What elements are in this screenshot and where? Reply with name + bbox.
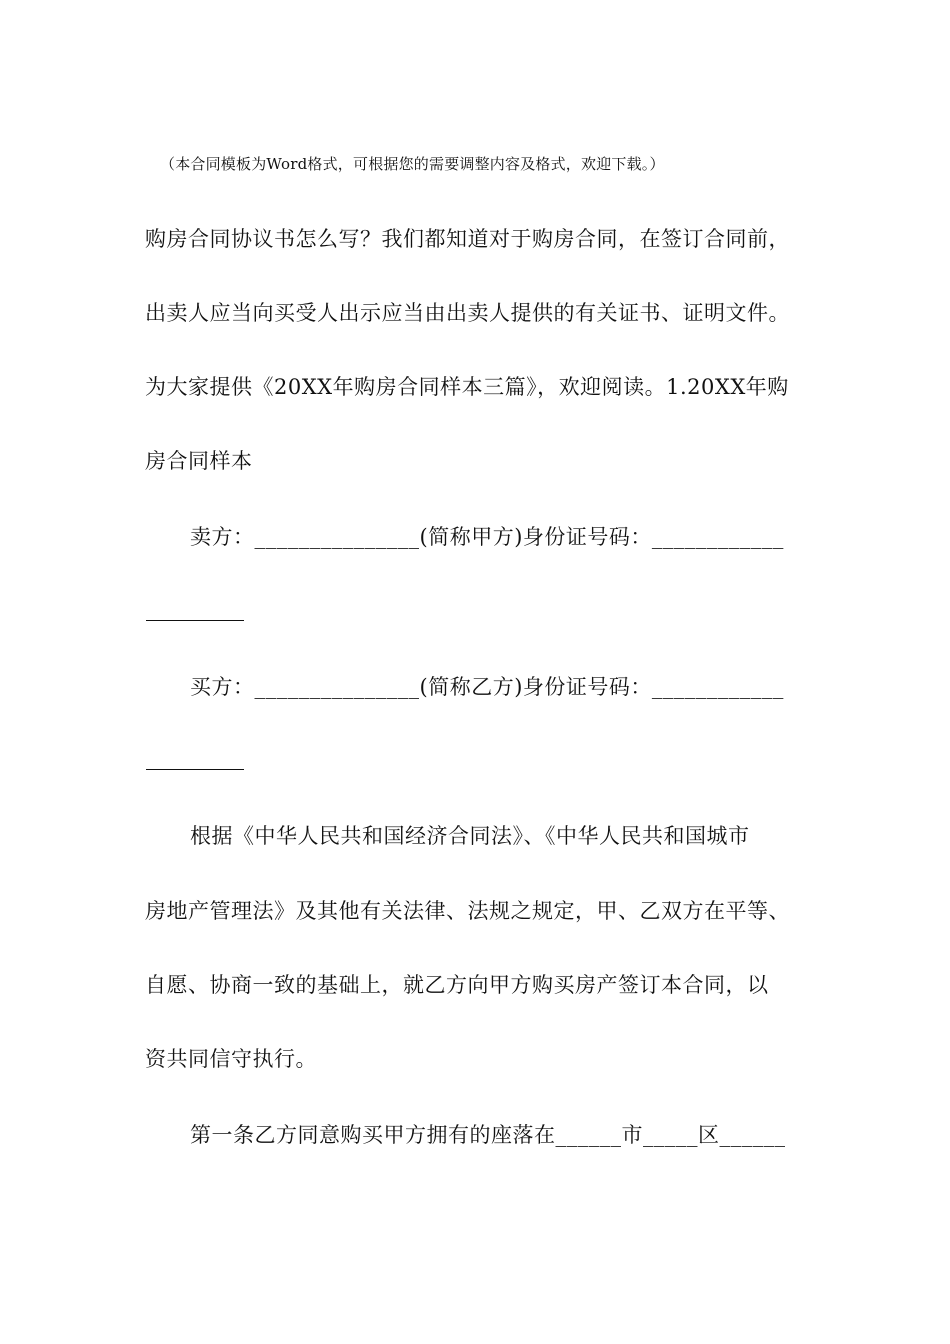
seller-id-continuation-underline bbox=[146, 620, 244, 621]
intro-line-3: 为大家提供《20XX年购房合同样本三篇》，欢迎阅读。1.20XX年购 bbox=[145, 375, 789, 399]
basis-line-1: 根据《中华人民共和国经济合同法》、《中华人民共和国城市 bbox=[190, 824, 750, 848]
seller-line: 卖方：_______________(简称甲方)身份证号码：____________ bbox=[190, 525, 784, 549]
template-note: （本合同模板为Word格式，可根据您的需要调整内容及格式，欢迎下载。） bbox=[160, 155, 665, 173]
intro-line-4: 房合同样本 bbox=[145, 449, 253, 473]
basis-line-2: 房地产管理法》及其他有关法律、法规之规定，甲、乙双方在平等、 bbox=[145, 899, 790, 923]
basis-line-3: 自愿、协商一致的基础上，就乙方向甲方购买房产签订本合同，以 bbox=[145, 973, 769, 997]
intro-line-2: 出卖人应当向买受人出示应当由出卖人提供的有关证书、证明文件。 bbox=[145, 301, 790, 325]
buyer-id-continuation-underline bbox=[146, 769, 244, 770]
buyer-line: 买方：_______________(简称乙方)身份证号码：____________ bbox=[190, 675, 784, 699]
basis-line-4: 资共同信守执行。 bbox=[145, 1047, 317, 1071]
article-1-line: 第一条乙方同意购买甲方拥有的座落在______市_____区______ bbox=[190, 1123, 786, 1147]
intro-line-1: 购房合同协议书怎么写？我们都知道对于购房合同，在签订合同前， bbox=[145, 227, 790, 251]
